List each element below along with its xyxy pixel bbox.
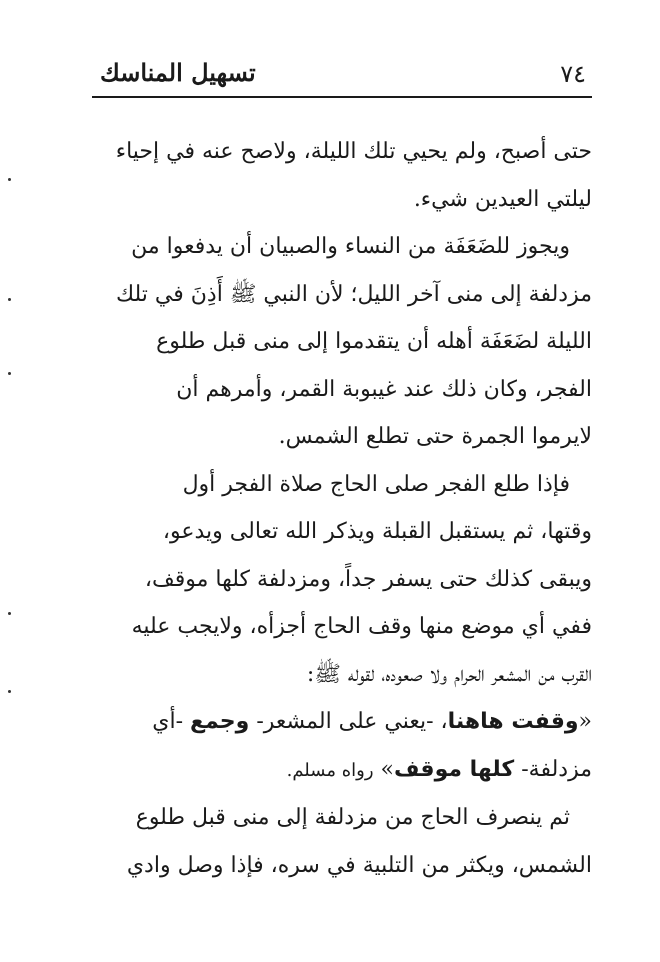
quote-close: »	[373, 756, 394, 782]
paragraph-2	[92, 223, 592, 461]
text-run: -أي	[152, 709, 191, 734]
text-line: فإذا طلع الفجر صلى الحاج صلاة الفجر أول	[182, 471, 570, 497]
text-run: مزدلفة-	[514, 756, 592, 782]
text-line: وقتها، ثم يستقبل القبلة ويذكر الله تعالى ويدعو،	[162, 519, 592, 544]
header-rule	[92, 96, 592, 98]
paragraph-1	[92, 128, 592, 223]
hadith-quote: وجمع	[190, 709, 250, 734]
paragraph-4	[92, 794, 592, 889]
hadith-quote: وقفت هاهنا	[447, 709, 579, 734]
text-line: الشمس، ويكثر من التلبية في سره، فإذا وصل وادي	[126, 852, 592, 878]
margin-dot	[8, 690, 11, 693]
margin-dot	[8, 298, 11, 301]
paragraph-3	[92, 461, 592, 795]
text-line: ثم ينصرف الحاج من مزدلفة إلى منى قبل طلوع	[135, 805, 570, 830]
margin-dot	[8, 612, 11, 615]
text-line: الفجر، وكان ذلك عند غيبوبة القمر، وأمرهم أن	[176, 376, 592, 402]
page-number: ٧٤	[560, 60, 586, 88]
text-line: ويجوز للضَعَفَة من النساء والصبيان أن يدفعوا من	[131, 234, 570, 259]
text-line: ليلتي العيدين شيء.	[413, 186, 592, 212]
running-title: تسهيل المناسك	[100, 58, 256, 87]
text-line: مزدلفة إلى منى آخر الليل؛ لأن النبي ﷺ أَذِنَ في تلك	[115, 281, 592, 307]
text-line: لايرموا الجمرة حتى تطلع الشمس.	[278, 424, 592, 449]
quote-open: «	[578, 709, 592, 734]
page-header	[92, 52, 592, 98]
margin-dot	[8, 178, 11, 181]
margin-dot	[8, 372, 11, 375]
text-line: ففي أي موضع منها وقف الحاج أجزأه، ولايجب عليه	[131, 614, 592, 639]
text-line: الليلة لضَعَفَة أهله أن يتقدموا إلى منى قبل طلوع	[156, 329, 592, 354]
citation: رواه مسلم.	[286, 759, 374, 781]
page-body	[92, 128, 592, 889]
text-line: ويبقى كذلك حتى يسفر جداً، ومزدلفة كلها موقف،	[144, 566, 592, 592]
text-line: حتى أصبح، ولم يحيي تلك الليلة، ولاصح عنه في إحياء	[115, 139, 592, 164]
text-run: ، -يعني على المشعر-	[249, 709, 448, 734]
text-line: القرب من المشعر الحرام ولا صعوده، لقوله ﷺ:	[306, 661, 592, 687]
hadith-quote: كلها موقف	[393, 756, 515, 782]
